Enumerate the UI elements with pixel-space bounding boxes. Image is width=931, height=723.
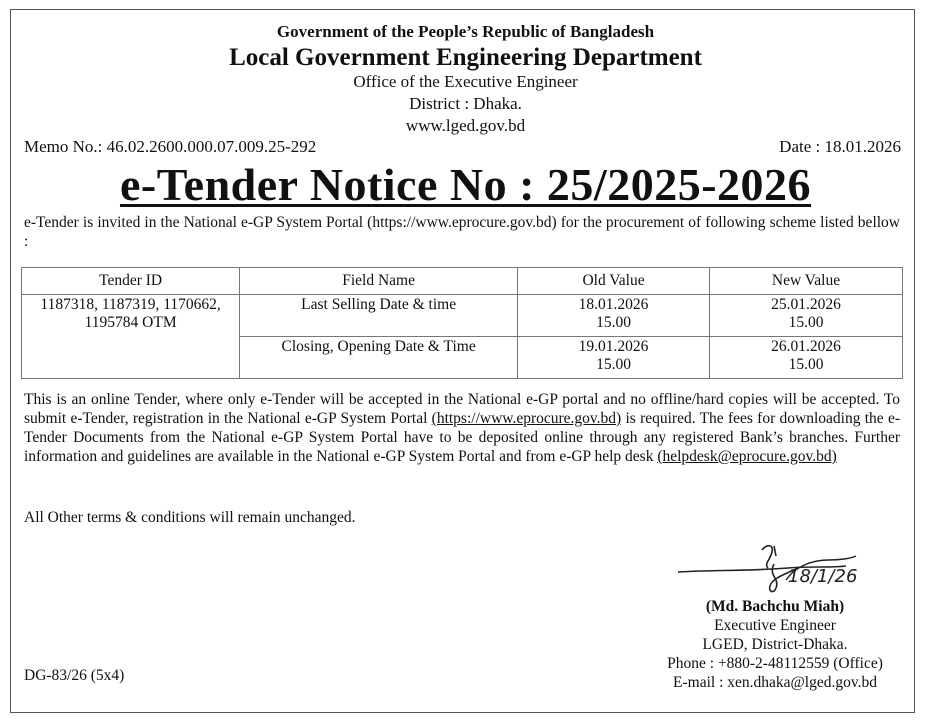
signatory-name: (Md. Bachchu Miah) [705, 598, 845, 615]
signatory-phone: Phone : +880-2-48112559 (Office) [667, 655, 883, 672]
department-heading: Local Government Engineering Department [229, 44, 702, 71]
website-line: www.lged.gov.bd [405, 116, 526, 135]
old-time: 15.00 [596, 356, 631, 373]
old-date: 19.01.2026 [578, 338, 649, 355]
dg-code: DG-83/26 (5x4) [24, 667, 125, 684]
tender-table [21, 267, 903, 379]
old-value-cell [518, 295, 710, 337]
notice-date: Date : 18.01.2026 [779, 137, 901, 156]
signature-image [670, 538, 890, 598]
field-name-cell: Last Selling Date & time [240, 295, 518, 337]
header-old-value: Old Value [518, 268, 710, 295]
header-tender-id: Tender ID [22, 268, 240, 295]
notice-title: e-Tender Notice No : 25/2025-2026 [119, 159, 812, 210]
new-time: 15.00 [788, 356, 824, 373]
signatory-email: E-mail : xen.dhaka@lged.gov.bd [673, 674, 877, 691]
header-new-value: New Value [710, 268, 903, 295]
conditions-paragraph: All Other terms & conditions will remain unchanged. [24, 509, 356, 526]
terms-paragraph [24, 390, 900, 466]
new-value-cell [710, 337, 903, 379]
new-time: 15.00 [788, 314, 824, 331]
header-field-name: Field Name [240, 268, 518, 295]
signatory-title: Executive Engineer [714, 617, 836, 634]
old-date: 18.01.2026 [578, 296, 649, 313]
field-name-cell: Closing, Opening Date & Time [240, 337, 518, 379]
helpdesk-email-link[interactable]: (helpdesk@eprocure.gov.bd) [657, 448, 837, 465]
signatory-org: LGED, District-Dhaka. [702, 636, 848, 653]
new-date: 26.01.2026 [771, 338, 841, 355]
government-heading: Government of the People’s Republic of Bangladesh [276, 22, 655, 41]
office-line: Office of the Executive Engineer [353, 72, 578, 91]
eprocure-link[interactable]: (https://www.eprocure.gov.bd) [431, 410, 622, 427]
new-date: 25.01.2026 [771, 296, 841, 313]
new-value-cell [710, 295, 903, 337]
terms-text-b: is required. The fees for downloading the e-Tender Documents from the National e-GP System Portal have to be deposited online through any registered Bank’s branches. Further information and guidelines are available in the National e-GP System Portal and from e-GP help desk [24, 410, 900, 465]
signature-date: 18/1/26 [788, 566, 858, 587]
memo-number: Memo No.: 46.02.2600.000.07.009.25-292 [24, 137, 317, 156]
table-header-row [22, 268, 903, 295]
table-row [22, 295, 903, 337]
district-line: District : Dhaka. [409, 94, 522, 113]
old-value-cell [518, 337, 710, 379]
terms-text-a: This is an online Tender, where only e-Tender will be accepted in the National e-GP portal and no offline/hard copies will be accepted. To submit e-Tender, registration in the National e-GP System Portal [24, 391, 900, 427]
tender-ids-cell: 1187318, 1187319, 1170662, 1195784 OTM [22, 295, 240, 379]
old-time: 15.00 [596, 314, 631, 331]
intro-paragraph: e-Tender is invited in the National e-GP System Portal (https://www.eprocure.gov.bd) for the procurement of following scheme listed bellow : [24, 214, 900, 250]
